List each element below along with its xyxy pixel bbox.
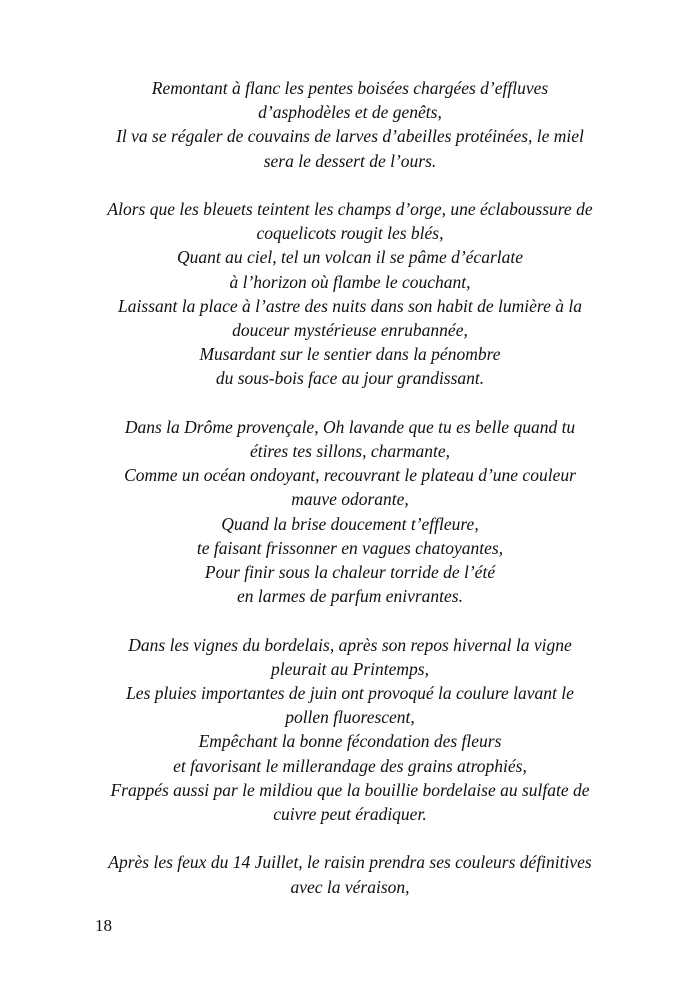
- poem-line: Remontant à flanc les pentes boisées chargées d’effluves: [151, 78, 549, 98]
- poem-line: coquelicots rougit les blés,: [256, 223, 444, 244]
- poem-line: en larmes de parfum enivrantes.: [236, 586, 463, 607]
- poem-line: Il va se régaler de couvains de larves d’abeilles protéinées, le miel: [116, 126, 584, 147]
- poem-line: Comme un océan ondoyant, recouvrant le plateau d’une couleur: [124, 465, 576, 486]
- poem-line: et favorisant le millerandage des grains atrophiés,: [173, 755, 527, 776]
- poem-line: à l’horizon où flambe le couchant,: [229, 271, 471, 292]
- poem-line: te faisant frissonner en vagues chatoyantes,: [196, 537, 504, 558]
- poem-line: Laissant la place à l’astre des nuits dans son habit de lumière à la: [118, 295, 582, 316]
- poem-line: Alors que les bleuets teintent les champs d’orge, une éclaboussure de: [107, 199, 593, 219]
- poem-line: Dans la Drôme provençale, Oh lavande que tu es belle quand tu: [124, 416, 576, 437]
- poem-line: du sous-bois face au jour grandissant.: [215, 368, 485, 389]
- stanza-1: [80, 76, 620, 173]
- poem-line: Les pluies importantes de juin ont provoqué la coulure lavant le: [126, 683, 574, 704]
- stanza-5: [80, 850, 620, 898]
- poem-line: mauve odorante,: [291, 489, 409, 510]
- poem-line: Musardant sur le sentier dans la pénombre: [199, 344, 501, 365]
- stanza-2: [80, 197, 620, 391]
- poem-line: douceur mystérieuse enrubannée,: [232, 320, 468, 341]
- poem-line: Pour finir sous la chaleur torride de l’été: [204, 562, 496, 583]
- page-number: 18: [95, 916, 112, 935]
- stanza-4: [80, 633, 620, 827]
- poem-line: Empêchant la bonne fécondation des fleurs: [198, 731, 502, 752]
- poem-line: cuivre peut éradiquer.: [273, 804, 427, 825]
- poem-line: étires tes sillons, charmante,: [249, 441, 451, 462]
- poem-line: pollen fluorescent,: [285, 707, 415, 728]
- poem-line: Frappés aussi par le mildiou que la bouillie bordelaise au sulfate de: [110, 779, 590, 800]
- poem-line: Quant au ciel, tel un volcan il se pâme d’écarlate: [176, 247, 524, 268]
- poem-line: sera le dessert de l’ours.: [263, 150, 437, 171]
- poem-line: Dans les vignes du bordelais, après son repos hivernal la vigne: [128, 634, 572, 655]
- poem-line: avec la véraison,: [290, 876, 410, 897]
- poem-line: Après les feux du 14 Juillet, le raisin prendra ses couleurs définitives: [108, 852, 592, 873]
- poem-line: d’asphodèles et de genêts,: [258, 102, 442, 123]
- poem-line: Quand la brise doucement t’effleure,: [221, 513, 479, 534]
- poem-line: pleurait au Printemps,: [271, 658, 429, 679]
- poem-body: [80, 76, 620, 923]
- stanza-3: [80, 415, 620, 609]
